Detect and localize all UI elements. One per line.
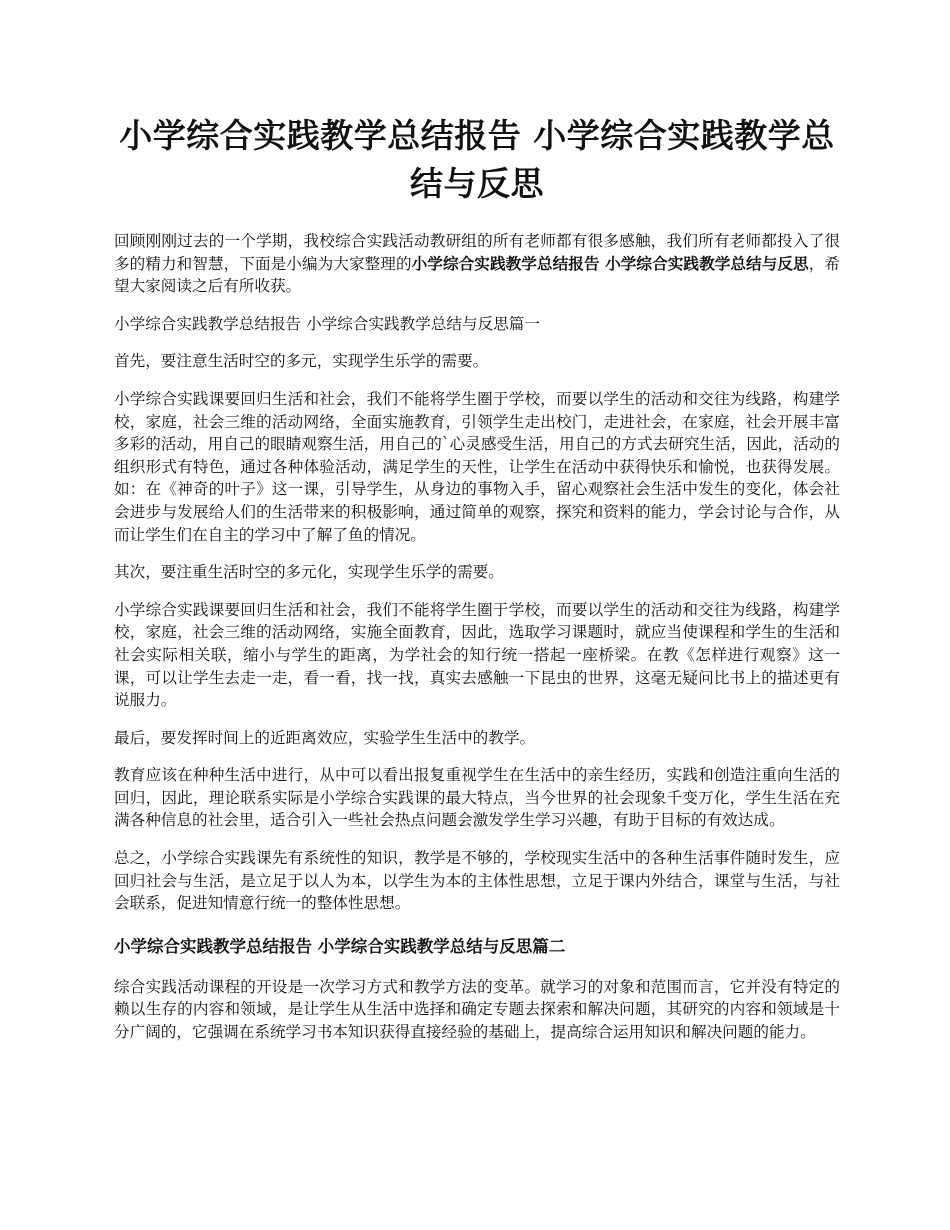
intro-paragraph — [114, 230, 840, 298]
paragraph-first-detail: 小学综合实践课要回归生活和社会，我们不能将学生圈于学校，而要以学生的活动和交往为线路，构建学校，家庭，社会三维的活动网络，全面实施教育，引领学生走出校门，走进社会，在家庭，社会开展丰富多彩的活动，用自己的眼睛观察生活，用自己的`心灵感受生活，用自己的方式去研究生活，因此，活动的组织形式有特色，通过各种体验活动，满足学生的天性，让学生在活动中获得快乐和愉悦，也获得发展。如：在《神奇的叶子》这一课，引导学生，从身边的事物入手，留心观察社会生活中发生的变化，体会社会进步与发展给人们的生活带来的积极影响，通过简单的观察，探究和资料的能力，学会讨论与合作，从而让学生们在自主的学习中了解了鱼的情况。 — [114, 389, 840, 544]
section-one-title: 小学综合实践教学总结报告 小学综合实践教学总结与反思篇一 — [114, 314, 540, 333]
document-title: 小学综合实践教学总结报告 小学综合实践教学总结与反思 — [119, 116, 835, 203]
paragraph-first-point: 首先，要注意生活时空的多元，实现学生乐学的需要。 — [114, 352, 489, 371]
intro-bold-text: 小学综合实践教学总结报告 小学综合实践教学总结与反思 — [411, 253, 809, 273]
paragraph-second-point: 其次，要注重生活时空的多元化，实现学生乐学的需要。 — [114, 563, 504, 582]
paragraph-conclusion: 总之，小学综合实践课先有系统性的知识，教学是不够的，学校现实生活中的各种生活事件随时发生，应回归社会与生活，是立足于以人为本，以学生为本的主体性思想，立足于课内外结合，课堂与生活，与社会联系，促进知情意行统一的整体性思想。 — [114, 849, 840, 913]
paragraph-last-point: 最后，要发挥时间上的近距离效应，实验学生生活中的教学。 — [114, 728, 536, 747]
paragraph-last-detail: 教育应该在种种生活中进行，从中可以看出报复重视学生在生活中的亲生经历，实践和创造注重向生活的回归，因此，理论联系实际是小学综合实践课的最大特点，当今世界的社会现象千变万化，学生生活在充满各种信息的社会里，适合引入一些社会热点问题会激发学生学习兴趣，有助于目标的有效达成。 — [114, 766, 840, 830]
paragraph-second-detail: 小学综合实践课要回归生活和社会，我们不能将学生圈于学校，而要以学生的活动和交往为线路，构建学校，家庭，社会三维的活动网络，实施全面教育，因此，选取学习课题时，就应当使课程和学生的生活和社会实际相关联，缩小与学生的距离，为学社会的知行统一搭起一座桥梁。在教《怎样进行观察》这一课，可以让学生去走一走，看一看，找一找，真实去感触一下昆虫的世界，这毫无疑问比书上的描述更有说服力。 — [114, 600, 840, 710]
intro-text-before: 回顾刚刚过去的一个学期，我校综合实践活动教研组的所有老师都有很多感触，我们所有老师都投入了很多的精力和智慧，下面是小编为大家整理的 — [114, 232, 840, 273]
document-page — [114, 112, 840, 1059]
intro-text-after: ，希望大家阅读之后有所收获。 — [114, 254, 840, 296]
section-two-heading: 小学综合实践教学总结报告 小学综合实践教学总结与反思篇二 — [114, 936, 566, 956]
section-two-paragraph: 综合实践活动课程的开设是一次学习方式和教学方法的变革。就学习的对象和范围而言，它并没有特定的赖以生存的内容和领域，是让学生从生活中选择和确定专题去探索和解决问题，其研究的内容和领域是十分广阔的，它强调在系统学习书本知识获得直接经验的基础上，提高综合运用知识和解决问题的能力。 — [114, 977, 840, 1042]
